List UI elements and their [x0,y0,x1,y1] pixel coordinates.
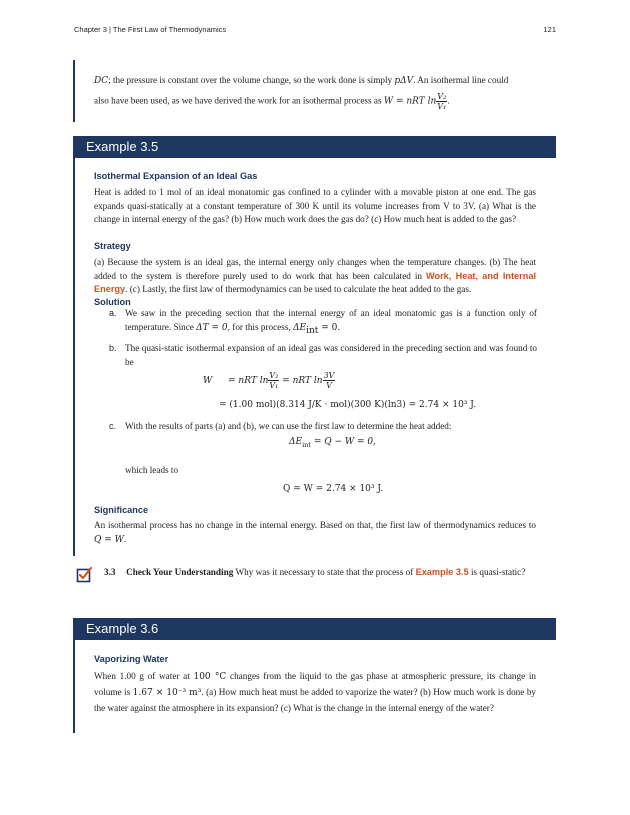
strategy-link[interactable]: Work, Heat, and Internal Energy [94,270,537,294]
intro-dc: DC [94,76,109,86]
cyu-number: 3.3 [104,567,116,577]
cyu-text-b: is quasi-static? [470,567,526,577]
solution-a-sub: int [306,325,319,336]
solution-c-label: c. [109,421,117,431]
eq1-w: W [203,376,213,386]
eq1-frac2 [323,371,336,390]
example35-side-rule [73,157,75,556]
intro-text-b: . An isothermal line could [413,75,509,85]
significance-math: Q = W [94,534,124,545]
eq1-frac1-num: V₂ [269,371,279,380]
solution-a-text [125,307,537,338]
example36-side-rule [73,639,75,733]
example36-problem [94,669,536,716]
solution-heading: Solution [94,297,131,307]
example35-subtitle: Isothermal Expansion of an Ideal Gas [94,171,258,181]
eqc1-de: ΔE [289,437,303,447]
significance-text-a: An isothermal process has no change in the internal energy. Based on that, the first law of thermodynamics reduces to [94,520,536,530]
solution-c-leads: which leads to [125,465,179,475]
intro-line-2 [94,92,544,111]
ex36-text1: When 1.00 g of water at [94,671,190,681]
intro-text-a: ; the pressure is constant over the volume change, so the work done is simply [108,75,393,85]
example36-title: Example 3.6 [86,621,159,636]
chapter-header: Chapter 3 | The First Law of Thermodynamics [74,25,227,34]
ex36-math2: 1.67 × 10⁻³ m³ [132,688,202,698]
solution-c-text: With the results of parts (a) and (b), we can use the first law to determine the heat added: [125,421,452,431]
eqc1-rest: = Q − W = 0, [310,437,376,447]
intro-fraction [436,92,450,111]
intro-end: . [447,95,450,106]
ex36-text2: changes from the liquid to the gas phase at atmospheric pressure, its change in volume is [94,671,537,697]
cyu-text-a: Why was it necessary to state that the process of [235,567,414,577]
eq1-nrt2: = nRT ln [282,376,323,386]
checkmark-pencil-icon [76,566,94,584]
solution-b-eq2: = (1.00 mol)(8.314 J/K · mol)(300 K)(ln3) = 2.74 × 10³ J. [219,400,477,410]
intro-text-c: also have been used, as we have derived the work for an isothermal process as [94,95,382,106]
intro-math-pdv: pΔV [394,76,414,86]
significance-heading: Significance [94,505,149,515]
solution-a-zero: = 0. [318,322,341,333]
intro-math-w: W = nRT ln [383,96,437,107]
solution-b-text: The quasi-static isothermal expansion of an ideal gas was considered in the preceding section and was found to be [125,343,537,367]
cyu-title: Check Your Understanding [126,567,234,577]
solution-a-de: ΔE [293,322,307,333]
ex36-text3: . (a) How much heat must be added to vaporize the water? (b) How much work is done by the water against the atmosphere in its expansion? (c) What is the change in the internal energy of the water? [94,687,537,713]
intro-frac-den: V₁ [437,102,447,111]
eq1-frac2-den: V [326,381,332,390]
example35-title-bar [73,136,556,158]
example35-title: Example 3.5 [86,139,159,154]
solution-a-text2: , for this process, [227,321,291,332]
solution-a-label: a. [109,308,117,318]
eqc1-sub: int [302,440,311,449]
cyu-text [104,566,536,580]
solution-b-label: b. [109,343,117,353]
solution-a-dt: ΔT = 0 [196,322,228,333]
strategy-text-b: . (c) Lastly, the first law of thermodynamics can be used to calculate the heat added to the gas. [125,284,472,294]
strategy-heading: Strategy [94,241,131,251]
example36-title-bar [73,618,556,640]
eq1-frac1-den: V₁ [269,381,279,390]
solution-c-eq2: Q = W = 2.74 × 10³ J. [283,484,384,494]
significance-text [94,519,536,547]
ex36-math1: 100 °C [193,672,227,682]
strategy-text-a: (a) Because the system is an ideal gas, the internal energy only changes when the temperature changes. (b) The heat added to the system is therefore purely used to do work that has been calculated in [94,257,536,281]
eq1-nrt: = nRT ln [228,376,269,386]
eq1-frac1 [268,371,279,390]
intro-side-rule [73,60,75,122]
page-number: 121 [543,25,556,34]
cyu-link[interactable]: Example 3.5 [415,567,469,577]
intro-line-1 [94,74,544,89]
example36-subtitle: Vaporizing Water [94,654,169,664]
eq1-frac2-num: 3V [323,371,335,380]
solution-b-eq1 [203,371,335,390]
example35-problem: Heat is added to 1 mol of an ideal monatomic gas confined to a cylinder with a movable piston at one end. The gas expands quasi-statically at a constant temperature of 300 K until its volume increases from V to 3V. (a) What is the change in internal energy of the gas? (b) How much work does the gas do? (c) How much heat is added to the gas? [94,187,536,224]
significance-end: . [123,533,127,544]
intro-frac-num: V₂ [437,92,447,101]
solution-c-eq1 [289,437,376,449]
strategy-text [94,256,536,297]
solution-a-text1: We saw in the preceding section that the internal energy of an ideal monatomic gas is a function only of temperature. Since [125,308,537,332]
